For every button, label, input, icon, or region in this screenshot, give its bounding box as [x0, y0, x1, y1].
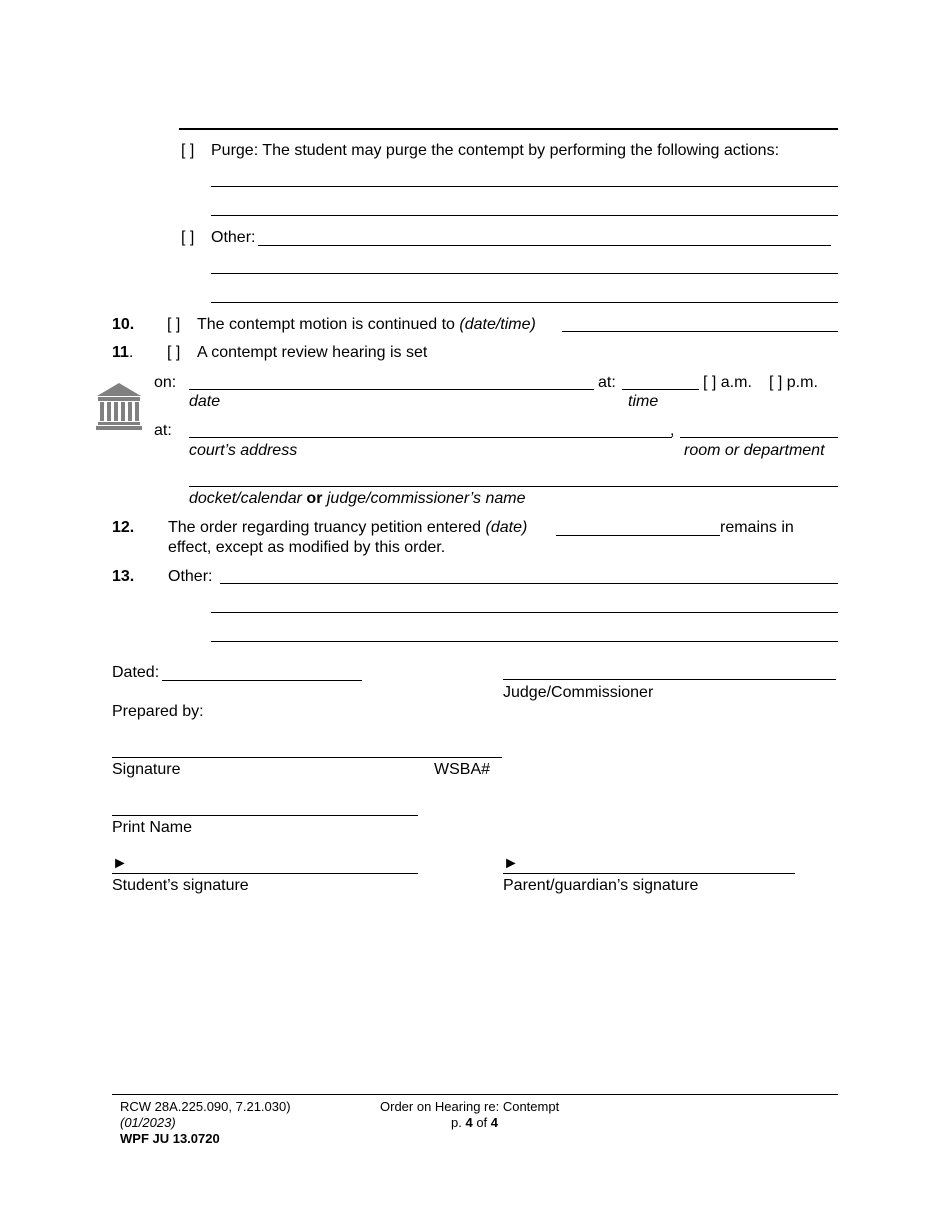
- purge-line-2[interactable]: [211, 215, 838, 216]
- purge-text: Purge: The student may purge the contempt by performing the following actions:: [211, 142, 780, 159]
- item11-checkbox[interactable]: [ ]: [167, 344, 181, 361]
- pm-checkbox[interactable]: [ ] p.m.: [769, 374, 818, 391]
- item12-text-a: The order regarding truancy petition entered: [168, 519, 482, 536]
- print-name-line[interactable]: [112, 815, 418, 816]
- footer-page-of: of: [476, 1115, 488, 1130]
- footer-page-prefix: p.: [451, 1115, 462, 1130]
- docket-caption: [189, 490, 525, 508]
- purge-line-1[interactable]: [211, 186, 838, 187]
- docket-line[interactable]: [189, 486, 838, 487]
- other-sub-checkbox[interactable]: [ ]: [181, 229, 195, 246]
- purge-checkbox[interactable]: [ ]: [181, 142, 195, 159]
- hearing-on-label: on:: [154, 374, 177, 391]
- hearing-time-line[interactable]: [622, 389, 699, 390]
- footer-page-num: 4: [465, 1115, 473, 1130]
- student-signature-line[interactable]: [112, 873, 418, 874]
- footer-rcw: RCW 28A.225.090, 7.21.030): [120, 1099, 291, 1114]
- attorney-signature-line[interactable]: [112, 757, 502, 758]
- hearing-date-line[interactable]: [189, 389, 594, 390]
- item10-italic: (date/time): [459, 316, 536, 333]
- item12-text-c: effect, except as modified by this order.: [168, 539, 446, 556]
- room-caption: room or department: [684, 442, 825, 459]
- item10-checkbox[interactable]: [ ]: [167, 316, 181, 333]
- date-caption: date: [189, 393, 221, 410]
- other-sub-line-3[interactable]: [211, 302, 838, 303]
- item12-number: 12.: [112, 519, 135, 536]
- footer-page-total: 4: [490, 1115, 499, 1130]
- dated-label: Dated:: [112, 664, 160, 681]
- item13-line-3[interactable]: [211, 641, 838, 642]
- item12-text-a-wrap: [168, 519, 527, 537]
- student-caption: Student’s signature: [112, 877, 249, 894]
- item11-num-dot: .: [128, 344, 134, 361]
- top-rule: [179, 128, 838, 130]
- docket-caption-b: judge/commissioner’s name: [326, 490, 526, 507]
- signature-caption: Signature: [112, 761, 181, 778]
- other-sub-line-1[interactable]: [258, 245, 831, 246]
- student-arrow-icon: ►: [112, 855, 128, 872]
- item11-number: [112, 344, 133, 362]
- address-comma: ,: [670, 422, 675, 439]
- item12-italic: (date): [485, 519, 528, 536]
- other-sub-line-2[interactable]: [211, 273, 838, 274]
- prepared-by-label: Prepared by:: [112, 703, 204, 720]
- item11-text: A contempt review hearing is set: [197, 344, 428, 361]
- item11-num: 11: [112, 344, 129, 361]
- time-caption: time: [628, 393, 659, 410]
- footer-date: (01/2023): [120, 1115, 176, 1130]
- item13-label: Other:: [168, 568, 213, 585]
- footer-form-id: WPF JU 13.0720: [120, 1131, 220, 1146]
- item13-line-2[interactable]: [211, 612, 838, 613]
- print-name-caption: Print Name: [112, 819, 193, 836]
- parent-signature-line[interactable]: [503, 873, 795, 874]
- docket-caption-a: docket/calendar: [189, 490, 302, 507]
- court-address-line[interactable]: [189, 437, 672, 438]
- item10-text-main: The contempt motion is continued to: [197, 316, 455, 333]
- judge-caption: Judge/Commissioner: [503, 684, 654, 701]
- item10-line[interactable]: [562, 331, 838, 332]
- room-line[interactable]: [680, 437, 838, 438]
- item12-text-b: remains in: [720, 519, 794, 536]
- item13-line-1[interactable]: [220, 583, 838, 584]
- address-caption: court’s address: [189, 442, 298, 459]
- parent-arrow-icon: ►: [503, 855, 519, 872]
- item12-date-line[interactable]: [556, 535, 720, 536]
- parent-caption: Parent/guardian’s signature: [503, 877, 699, 894]
- judge-signature-line[interactable]: [503, 679, 836, 680]
- dated-line[interactable]: [162, 680, 362, 681]
- item10-number: 10.: [112, 316, 135, 333]
- hearing-at2-label: at:: [154, 422, 172, 439]
- wsba-caption: WSBA#: [434, 761, 491, 778]
- footer-page: [451, 1115, 498, 1130]
- docket-caption-or: or: [306, 490, 323, 507]
- footer-title: Order on Hearing re: Contempt: [380, 1099, 560, 1114]
- courthouse-icon: [96, 383, 142, 431]
- item13-number: 13.: [112, 568, 135, 585]
- item10-text: [197, 316, 536, 334]
- hearing-at-label: at:: [598, 374, 616, 391]
- other-sub-label: Other:: [211, 229, 256, 246]
- footer-rule: [112, 1094, 838, 1095]
- am-checkbox[interactable]: [ ] a.m.: [703, 374, 752, 391]
